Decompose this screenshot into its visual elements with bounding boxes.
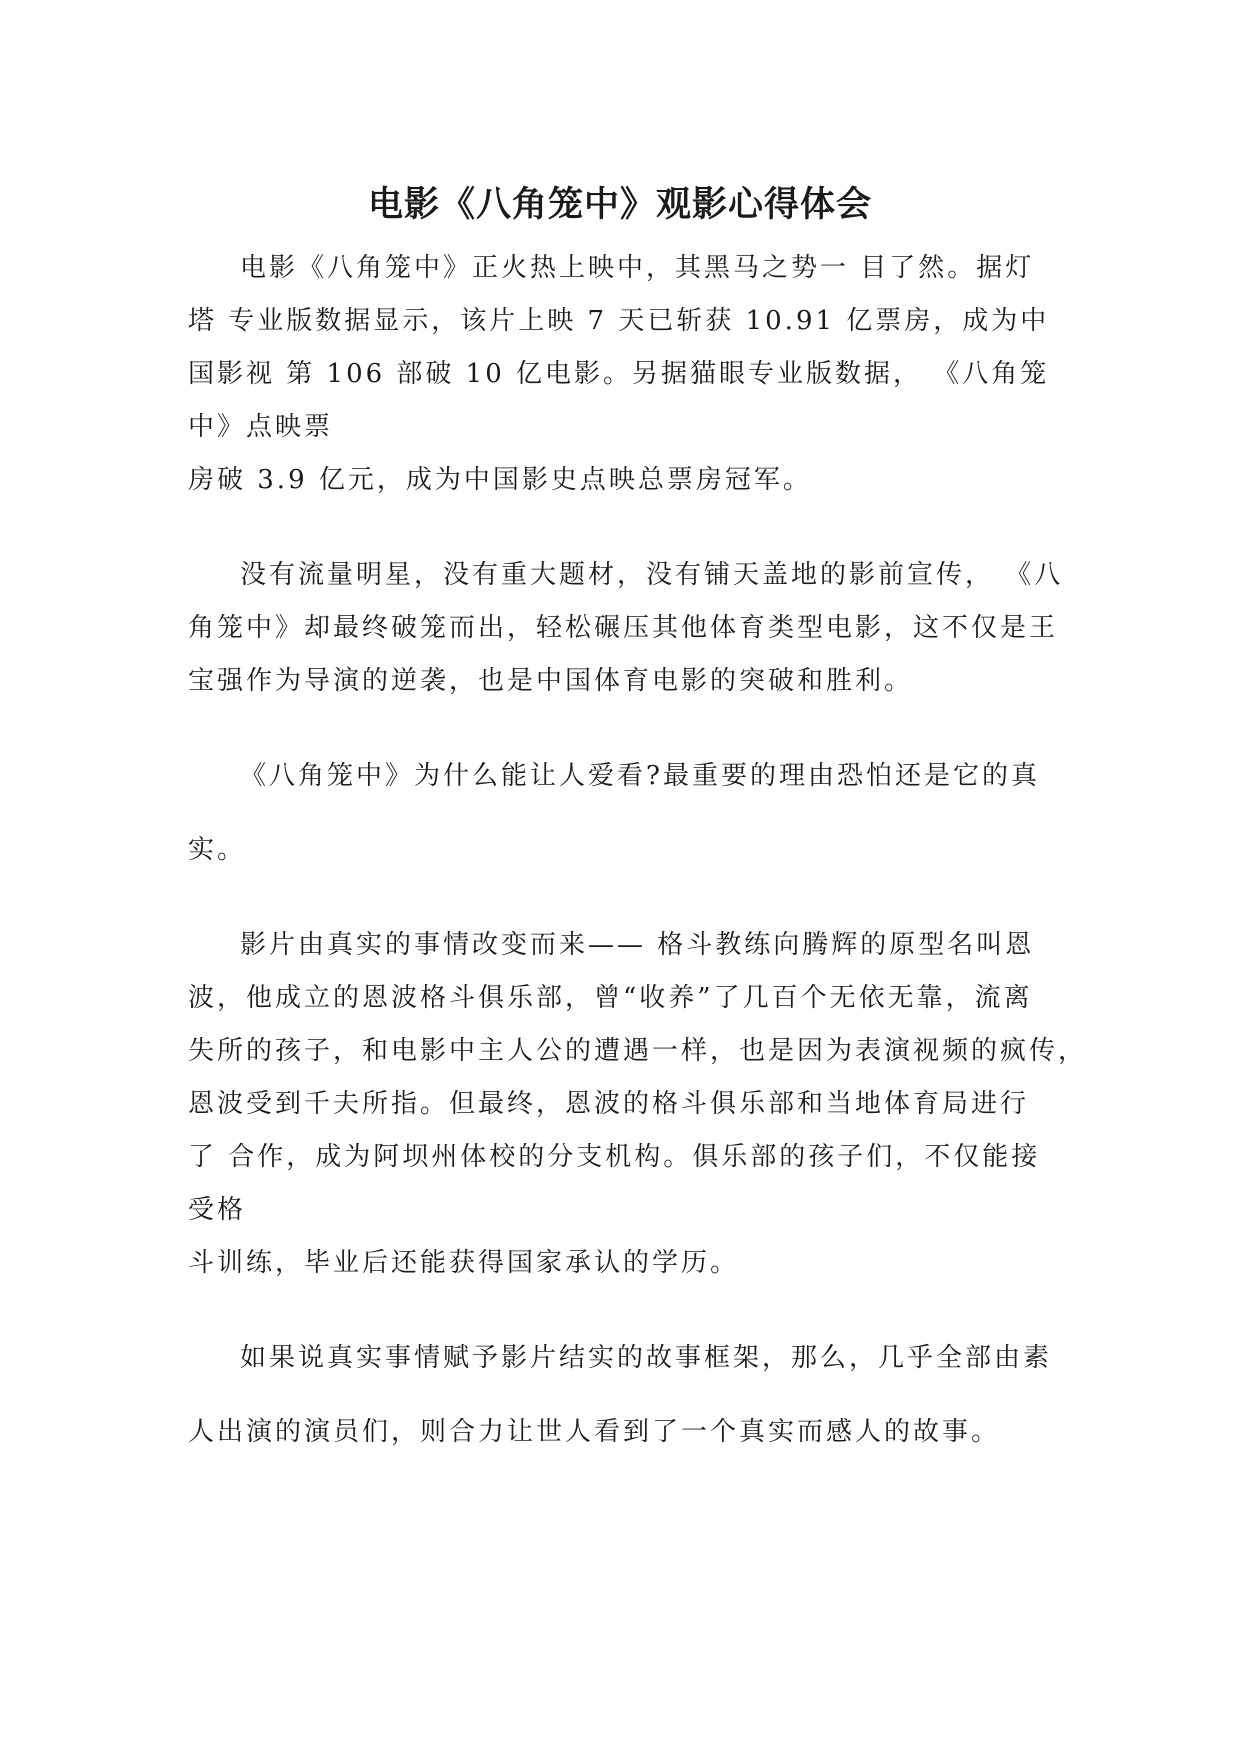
- paragraph-5-line-1: 如果说真实事情赋予影片结实的故事框架，那么，几乎全部由素: [240, 1343, 1053, 1373]
- paragraph-1-line-2: 塔 专业版数据显示，该片上映 7 天已斩获 10.91 亿票房，成为中: [188, 306, 1050, 336]
- paragraph-1-line-4: 中》点映票: [188, 412, 334, 442]
- paragraph-4-line-3: 失所的孩子，和电影中主人公的遭遇一样，也是因为表演视频的疯传，: [188, 1036, 1088, 1066]
- paragraph-1-line-1: 电影《八角笼中》正火热上映中，其黑马之势一 目了然。据灯: [240, 253, 1035, 283]
- paragraph-4-line-1: 影片由真实的事情改变而来—— 格斗教练向腾辉的原型名叫恩: [240, 930, 1035, 960]
- paragraph-1-line-5: 房破 3.9 亿元，成为中国影史点映总票房冠军。: [188, 465, 812, 495]
- paragraph-4-line-6: 受格: [188, 1195, 247, 1225]
- paragraph-5-line-2: 人出演的演员们，则合力让世人看到了一个真实而感人的故事。: [188, 1417, 1001, 1447]
- paragraph-1-line-3: 国影视 第 106 部破 10 亿电影。另据猫眼专业版数据， 《八角笼: [188, 359, 1050, 389]
- paragraph-3-line-2: 实。: [188, 835, 247, 865]
- paragraph-4-line-2: 波，他成立的恩波格斗俱乐部，曾“收养”了几百个无依无靠，流离: [188, 983, 1033, 1013]
- document-title: 电影《八角笼中》观影心得体会: [367, 185, 872, 225]
- paragraph-4-line-5: 了 合作，成为阿坝州体校的分支机构。俱乐部的孩子们，不仅能接: [188, 1142, 1041, 1172]
- paragraph-3-line-1: 《八角笼中》为什么能让人爱看?最重要的理由恐怕还是它的真: [240, 761, 1040, 791]
- paragraph-2-line-3: 宝强作为导演的逆袭，也是中国体育电影的突破和胜利。: [188, 666, 914, 696]
- paragraph-4-line-4: 恩波受到千夫所指。但最终，恩波的格斗俱乐部和当地体育局进行: [188, 1089, 1030, 1119]
- paragraph-2-line-1: 没有流量明星，没有重大题材，没有铺天盖地的影前宣传， 《八: [240, 560, 1064, 590]
- paragraph-2-line-2: 角笼中》却最终破笼而出，轻松碾压其他体育类型电影，这不仅是王: [188, 613, 1059, 643]
- paragraph-4-line-7: 斗训练，毕业后还能获得国家承认的学历。: [188, 1248, 740, 1278]
